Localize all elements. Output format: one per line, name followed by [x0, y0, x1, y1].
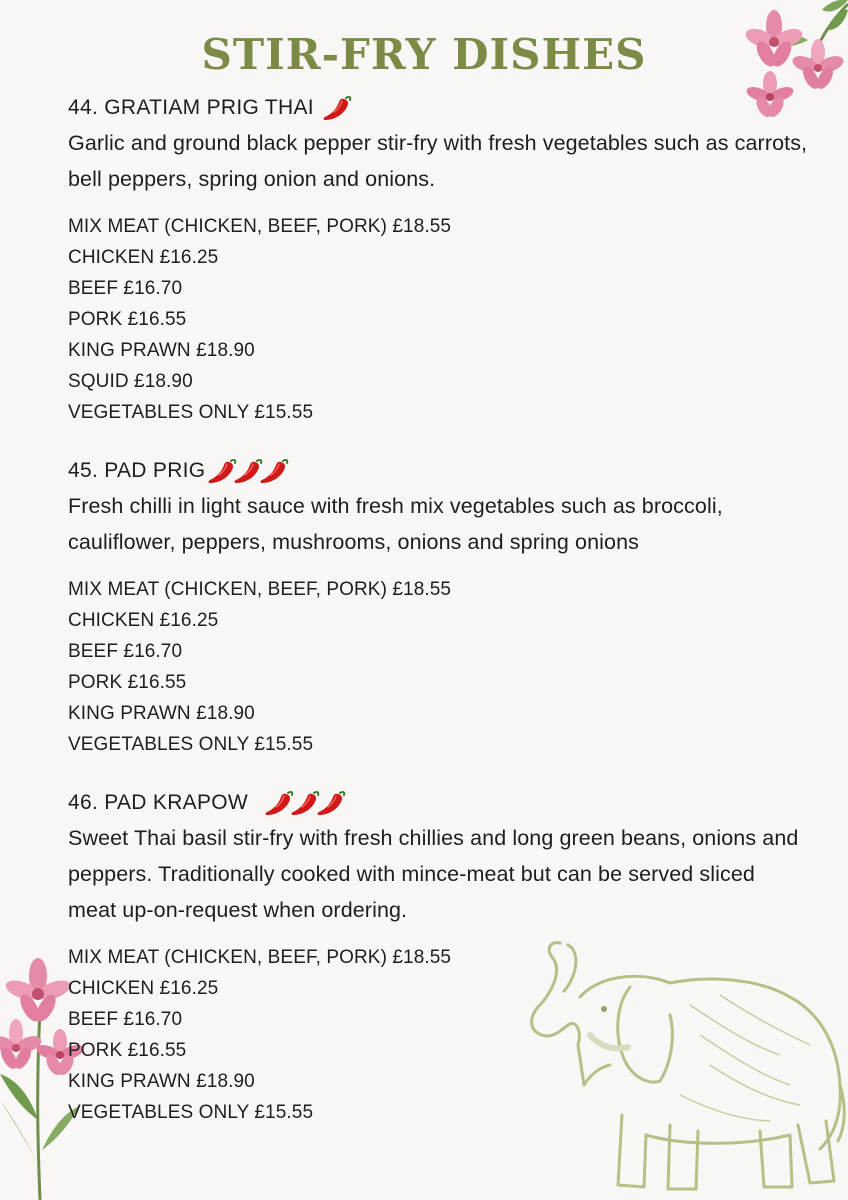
price-option: VEGETABLES ONLY £15.55	[68, 402, 314, 423]
dish-description: Fresh chilli in light sauce with fresh mix vegetables such as broccoli, cauliflower, peppers, mushrooms, onions and spring onions	[68, 494, 723, 554]
price-option: VEGETABLES ONLY £15.55	[68, 734, 314, 755]
dish-name: 45. PAD PRIG	[68, 456, 808, 486]
price-option: VEGETABLES ONLY £15.55	[68, 1102, 314, 1123]
price-option: KING PRAWN £18.90	[68, 1071, 255, 1092]
dish-description: Sweet Thai basil stir-fry with fresh chillies and long green beans, onions and peppers. Traditionally cooked with mince-meat but can be served sliced meat up-on-request when ordering.	[68, 826, 799, 922]
price-options-list	[68, 942, 808, 1128]
price-option: KING PRAWN £18.90	[68, 340, 255, 361]
price-options-list	[68, 211, 808, 428]
price-options-list	[68, 574, 808, 760]
price-option: MIX MEAT (CHICKEN, BEEF, PORK) £18.55	[68, 579, 452, 600]
chili-rating	[207, 457, 285, 485]
page-title: STIR-FRY DISHES	[201, 30, 647, 79]
chili-pepper-icon	[322, 94, 352, 122]
price-option: BEEF £16.70	[68, 278, 183, 299]
chili-rating	[264, 789, 342, 817]
chili-pepper-icon	[259, 457, 289, 485]
price-option: SQUID £18.90	[68, 371, 193, 392]
price-option: BEEF £16.70	[68, 1009, 183, 1030]
price-option: KING PRAWN £18.90	[68, 703, 255, 724]
dish-section	[68, 456, 808, 760]
dish-description: Garlic and ground black pepper stir-fry with fresh vegetables such as carrots, bell peppers, spring onion and onions.	[68, 131, 808, 191]
price-option: MIX MEAT (CHICKEN, BEEF, PORK) £18.55	[68, 947, 452, 968]
price-option: BEEF £16.70	[68, 641, 183, 662]
chili-pepper-icon	[316, 789, 346, 817]
dish-name: 46. PAD KRAPOW	[68, 788, 808, 818]
dish-section	[68, 93, 808, 428]
price-option: CHICKEN £16.25	[68, 610, 219, 631]
price-option: CHICKEN £16.25	[68, 247, 219, 268]
chili-rating	[322, 94, 348, 122]
price-option: PORK £16.55	[68, 672, 187, 693]
dish-section	[68, 788, 808, 1128]
price-option: PORK £16.55	[68, 309, 187, 330]
price-option: CHICKEN £16.25	[68, 978, 219, 999]
price-option: MIX MEAT (CHICKEN, BEEF, PORK) £18.55	[68, 216, 452, 237]
dish-name: 44. GRATIAM PRIG THAI	[68, 93, 808, 123]
price-option: PORK £16.55	[68, 1040, 187, 1061]
